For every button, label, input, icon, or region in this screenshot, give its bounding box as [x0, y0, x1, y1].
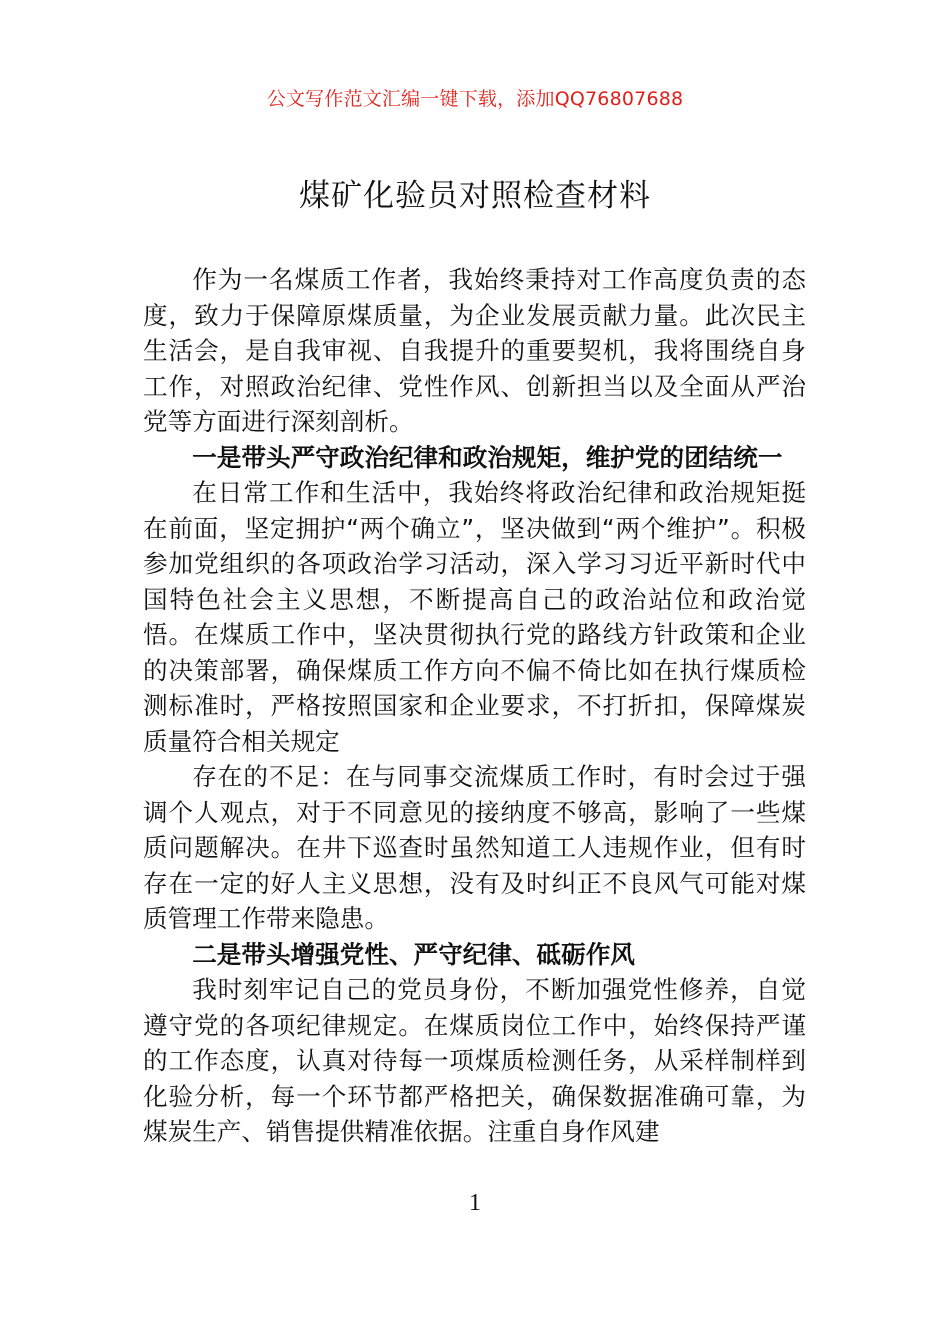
section-1-shortcomings-paragraph: 存在的不足：在与同事交流煤质工作时，有时会过于强调个人观点，对于不同意见的接纳度不够高，影响了一些煤质问题解决。在井下巡查时虽然知道工人违规作业，但有时存在一定的好人主义思想，没有及时纠正不良风气可能对煤质管理工作带来隐患。 — [143, 762, 806, 933]
section-2-paragraph: 我时刻牢记自己的党员身份，不断加强党性修养，自觉遵守党的各项纪律规定。在煤质岗位工作中，始终保持严谨的工作态度，认真对待每一项煤质检测任务，从采样制样到化验分析，每一个环节都严格把关，确保数据准确可靠，为煤炭生产、销售提供精准依据。注重自身作风建 — [143, 975, 806, 1146]
document-title: 煤矿化验员对照检查材料 — [299, 178, 651, 214]
intro-paragraph: 作为一名煤质工作者，我始终秉持对工作高度负责的态度，致力于保障原煤质量，为企业发展贡献力量。此次民主生活会，是自我审视、自我提升的重要契机，我将围绕自身工作，对照政治纪律、党性作风、创新担当以及全面从严治党等方面进行深刻剖析。 — [143, 265, 806, 436]
section-heading-2: 二是带头增强党性、严守纪律、砥砺作风 — [192, 939, 635, 969]
document-body — [143, 262, 806, 1150]
download-watermark: 公文写作范文汇编一键下载，添加QQ76807688 — [266, 88, 684, 110]
page-number: 1 — [469, 1190, 481, 1216]
section-heading-1: 一是带头严守政治纪律和政治规矩，维护党的团结统一 — [192, 442, 783, 472]
section-1-paragraph: 在日常工作和生活中，我始终将政治纪律和政治规矩挺在前面，坚定拥护“两个确立”，坚决做到“两个维护”。积极参加党组织的各项政治学习活动，深入学习习近平新时代中国特色社会主义思想，不断提高自己的政治站位和政治觉悟。在煤质工作中，坚决贯彻执行党的路线方针政策和企业的决策部署，确保煤质工作方向不偏不倚比如在执行煤质检测标准时，严格按照国家和企业要求，不打折扣，保障煤炭质量符合相关规定 — [143, 478, 806, 756]
